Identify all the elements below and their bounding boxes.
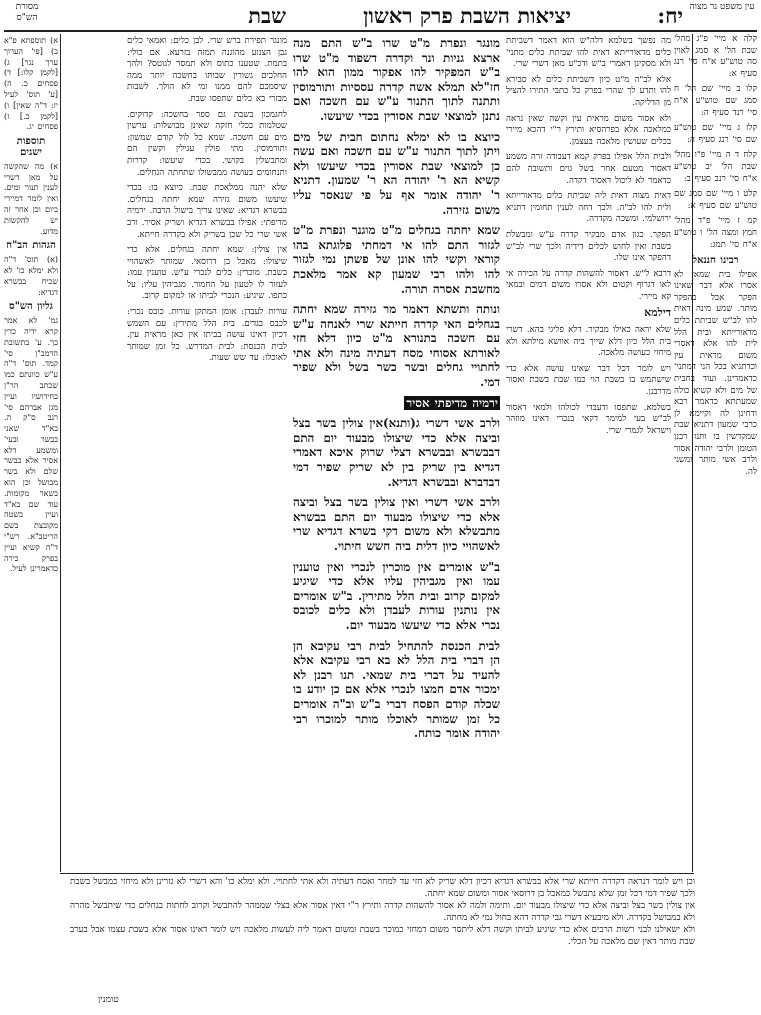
masoret-column bbox=[4, 36, 58, 870]
tosafot-paragraph: דרבא ל"ש. דאסור להשהות קדרה על הכירה אי לאו דגרוף וקטום ולא אסרו משום דמים ובמאי קא מיירי. bbox=[506, 268, 671, 302]
tosafot-paragraph: מה נפשך בשלמא דלה"ש הוא דאמר דשביתת כלים מדאורייתא דאית להו שביתת כלים מתני' ולא מסקינן דאמרי ב"ש ודכ"ע מאן דשרי שרי. bbox=[506, 36, 671, 70]
bottom-rule bbox=[60, 873, 694, 874]
bottom-paragraph: ולא ישאילנו לבני רשות הרבים אלא כדי שיגיע לביתו וקשה דלא ליתסר משום דמחזי כמוכר בשבת ומשום דאמר ליה לעשות מלאכה ויש לומר דאינו אסור אלא בשבת עצמו אבל בערב שבת מותר דאין שם מלאכה על הכלי. bbox=[70, 925, 695, 947]
tractate-title: שבת bbox=[248, 3, 286, 28]
rashi-paragraph: אין צולין: שמא יחתה בגחלים. אלא כדי שיצולו: מאכל בן דרוסאי. שמותר לאשהויי בשבת. מוכרין: כלים לנכרי ע"ש. טוענין עמו: לעזור לו לטעון על החמור. מגביהין עליו: על כתפו. שיגיע: הנכרי לביתו או למקום קרוב. bbox=[127, 245, 287, 302]
gemara-paragraph: כיוצא בו לא ימלא נחתום חבית של מים ויתן לתוך התנור ע"ש עם חשכה ואם עשה כן למוצאי שבת אסורין בכדי שיעשו ולא קשיא הא ר' יהודה הא ר' שמעון. דתניא ר' יהודה אומר אף על פי שנאסר עליו משום גזירה. bbox=[293, 129, 500, 217]
ein-mishpat-entry: קלז ג מיי' שם טוש"ע שם סי' רנג סעיף ה: bbox=[674, 123, 757, 145]
gemara-paragraph: ב"ש אומרים אין מוכרין לנכרי ואין טוענין עמו ואין מגביהין עליו אלא כדי שיגיע למקום קרוב ובית הלל מתירין. ב"ש אומרים אין נותנין עורות לעבדן ולא כלים לכובס נכרי אלא כדי שיעשו מבעוד יום. bbox=[293, 559, 500, 632]
gemara-paragraph: ולרב אשי דשרי ואין צולין בשר בצל וביצה אלא כדי שיצולו מבעוד יום התם בבשרא מתבשלא ולא משום דקי בשרא דגדיא שרי לאשהויי כיון דלית ביה חשש חיתוי. bbox=[293, 495, 500, 553]
page-header bbox=[0, 0, 761, 30]
masoret-label: מסורת הש"ס bbox=[15, 2, 39, 23]
gemara-paragraph: שמא יחתה בגחלים מ"ט מוגנר ונפרת מ"ט לגזור התם להו אי דמחתי פלוגתא בהו קוראי וקשי להו אונן של פשתן נמי לגזור להו ולהו רבי שמעון קא אמר מלאכת מחשבת אסרה תורה. bbox=[293, 223, 500, 296]
rashi-paragraph: מונגר תפירת ברש שרי. לבן כלים: ואמאי כלים גבן הצנוע מהוגנה תמזה בזרעא. אם כולי: בתמת. שטענו כתוס ולא תמסר לגוטס? ולהך החלכים גשורין שבותו בחשכה יותר ממה שיסמכם להם ממנו ומי לא הולך. לשבות מבזרי בא כלים שתפסו שבת. bbox=[127, 36, 287, 104]
rabbeinu-chananel-title: רבינו חננאל bbox=[692, 255, 739, 267]
masoret-references: א) תוספתא פ"א ב) [פי' הערוך ערך נגר] ג) [לקמן קלו:] ד) פסחים כ. ה) [ע' תוס' לעיל יז: ד"ה שאין] ו) [לקמן כ.] ז) פסחים יג. bbox=[4, 36, 58, 132]
gemara-paragraph: מונגר ונפרת מ"ט שרו ב"ש התם מנה ארצא גניות ונר וקדרה דשפוד מ"ט שרו ב"ש המפקיר להו אפקור ממון הוא להו חז"לא תמלא אשה קדרה עססיות ותורמוסין ותתנה לתוך התנור ע"ש עם חשכה ואם נתנן למוצאי שבת אסורין בכדי שיעשו. bbox=[293, 36, 500, 123]
hagahot-title: הגהות הב"ח bbox=[6, 240, 56, 252]
rashi-paragraph: עורות לעבדן: אומן המתקן עורות. כובס נכרי: לכבס בגדים. בית הלל מתירין: עם השמש דכיון דאינו עושה בביתו אין כאן מראית עין. לבית הכנסת: לבית המדרש. כל זמן שמותר לאוכלו: עד שש שעות. bbox=[127, 307, 287, 364]
gemara-paragraph: ולרב אשי דשרי ג(ותנא)אין צולין בשר בצל וביצה אלא כדי שיצולו מבעוד יום התם דבבשרא ובבשרא דצלי שרוק איכא דאמרי דגדיא בין שריק בין לא שריק שפיר דמי דבדברא ובבשרא דגדיא. bbox=[293, 416, 500, 489]
ein-mishpat-column bbox=[674, 34, 757, 872]
tosafot-yeshanim-title: תוספות ישנים bbox=[16, 136, 46, 158]
tosafot-paragraph: שלא יראה כאילו מבקיר. דלא פליגי בהא. דשרי בית הלל כיון דלא שייך ביה אוושא מילתא ולא מיחזי כעושה מלאכה. bbox=[506, 325, 671, 359]
rabbeinu-chananel-text: אפילו בית שמאי לא אסרו אלא דבר שאינו הפקר אבל בהפקר מותר. שמע מינה דאית להו לב"ש שביתת כלים מדאורייתא ובית הלל לית להו אלא דאסרי משום מראית עין וכדתניא בכל הני דמתני' כדאמרינן. ועוד בחבית של מים ולא קשיא כולה שמעתתא כדאמר רבא ודחינן לה וקיימא לן כרבי שמעון דתניא שבת שמקדשין בו ותנו רבנן הטומן ולרבי יהודה אסור ולרב אשי מותר ומשני לה. bbox=[674, 269, 757, 477]
ein-mishpat-entry: קלו ב מיי' שם הל' ח סמג שם טוש"ע א"ח סי' רנד סעיף ה: bbox=[674, 84, 757, 118]
tosafot-paragraph: ולבית הלל אפילו בפרק קמא דעבודה זרה משמע דאסור מטעם אחר בשל גוים ותשובה להם כדאמר לא ליכול דאסור דקדה. bbox=[506, 152, 671, 186]
chapter-title: יציאות השבת פרק ראשון bbox=[363, 3, 571, 28]
bottom-paragraph: וכן ויש לומר דנראה דקדרה חייתא שרי אלא בבשרא דגדיא דכיון דלא שריק לא חזי עד למחר ואסח דעתיה ולא אתי לחתויי. ולא ימלא כו' והא דשרי לא גזרינן ולא מיחזי כמבשל בשבת ולכך שפיר דמי דכל זמן שלא נתבשל כמאכל בן דרוסאי אסור ומשום שמא יחתה. bbox=[70, 877, 695, 899]
gemara-column bbox=[293, 36, 500, 870]
bottom-commentary bbox=[70, 876, 695, 994]
tosafot-paragraph: דאית מצוה דאית ליה שביתת כלים מדאורייתא ולית להו לב"ה. ולכך דחה לענין תחומין דתניא ירושלמי. ומשכה מקדרה. bbox=[506, 191, 671, 225]
gemara-paragraph: לבית הכנסת להתחיל לבית רבי עקיבא הן הן דברי בית הלל לא בא רבי עקיבא אלא להעיד על דברי בית שמאי. תנו רבנן לא ימכור אדם חמצו לנכרי אלא אם כן יודע בו שכלה קודם הפסח דברי ב"ש וב"ה אומרים כל זמן שמותר לאוכלו מותר למוכרו רבי יהודה אומר כותח. bbox=[293, 638, 500, 741]
bottom-paragraph: אין צולין בשר בצל וביצה אלא כדי שיצולו מבעוד יום. ותימה ולמה לא אסור להשהות קדרה ותירץ ר"י דאין אסור אלא בצלי שממהר להתבשל וקרוב לחתות בגחלים כדי שיתבשל מהרה ולא במבושל בקדרה. ולא מיבעיא דשרי גבי קדרה דהא בחול נמי לא מחתה. bbox=[70, 901, 695, 923]
ein-mishpat-entry: קלח ד ה מיי' פ"ו מהל' שבת הל' יב טוש"ע א"ח סי' רנב סעיף ב: bbox=[674, 150, 757, 184]
rashi-paragraph: לחגמכון בשבת גם ספר בחשכה: קדוקים. שטלמות בכלי חזקה שאינן מבושלות: ערשין מים עם חשכה. שמא כל לול קודם שמשון: ותורמוסין. מתי פולין עגילין וקשין הם ומתבשלין בקושי. בכדי שיעשו: קדרות ותנחומים בעושה ממבשולו שתחתה הגחלים. bbox=[127, 109, 287, 178]
tosafot-paragraph: הפקר. כגון אדם מבקיר קדרה ע"ש ומבשלת בשבת ואין לחוש לכלים דידיה ולכך שרי לב"ש דהפקר אינו שלו. bbox=[506, 229, 671, 264]
tosafot-paragraph: אלא לב"ה מ"ט כיון דשביתת כלים לא סבירא להו ותדע לך שהרי בפרק כל כתבי התירו להציל מן הדליקה. bbox=[506, 74, 671, 108]
column-rule-left bbox=[60, 34, 61, 872]
hagahot-text: (א) תוס' ד"ה ולא ימלא כו' לא שכיח בבשרא דגדיא: bbox=[4, 255, 58, 297]
gemara-paragraph: ונותה ותשתא דאמר מר גזירה שמא יחתה בגחלים האי קדרה חייתא שרי לאנחה ע"ש עם חשכה בתנורא מ"ט כיון דלא חזי לאורתא אסוחי מסח דעתיה מינה ולא אתי לחתויי גחלים ובשר כשר בשל ולא שפיר דמי. bbox=[293, 302, 500, 390]
tosafot-paragraph: ויש לומר דכל דבר שאינו עושה אלא כדי שישתמש בו בשבת הוי כמו שבת בשבת ואסור מדרבנן. bbox=[506, 363, 671, 398]
ein-mishpat-entry: קמ ז מיי' פ"ד מהל' חמץ ומצה הל' ו טוש"ע א"ח סי' תמג: bbox=[674, 216, 757, 250]
tosafot-dibbur-hamatchil: דילמא bbox=[644, 306, 671, 320]
tosafot-column bbox=[506, 36, 671, 870]
tosafot-yeshanim-text: א) מה שהקשה על מאן דשרי לענין תנור ומים. ואין לומר דמיירי ביום וכן אחר זה יש להקשות מדוע. bbox=[4, 161, 58, 236]
header-rule bbox=[4, 30, 757, 32]
tosafot-paragraph: בשלמא. שתפסו ודעבדי לכולהו ולמאי דאסור לב"ש בעי למימר דקאי בנכרי דאינו מוזהר וישראל לגמרי שרי. bbox=[506, 402, 671, 436]
ein-mishpat-entry: קלט ו מיי' שם סמג שם טוש"ע שם סעיף א: bbox=[674, 189, 757, 211]
folio-number: יח: bbox=[657, 3, 683, 28]
gilyon-title: גליון הש"ס bbox=[9, 301, 53, 313]
rashi-column bbox=[127, 36, 287, 870]
ein-mishpat-entry: קלה א מיי' פ"ג מהל' שבת הל' א סמג לאוין סה טוש"ע א"ח סי' רנג סעיף א: bbox=[674, 34, 757, 79]
highlighted-phrase: ירמיה מדיפתי אסיר bbox=[406, 395, 498, 410]
rashi-paragraph: שלא יהנה ממלאכת שבת. כיוצא בו: בכדי שיעשו משום גזירה שמא יחתה בגחלים. בבשרא דגדיא: שאינו צריך בישול הרבה. ירמיה מדיפתי: אפילו בבשרא דגדיא ושריק אסיר. ורב אשי שרי כל שכן בשריק ולא בקדרה חייתא. bbox=[127, 183, 287, 240]
gilyon-text: גמ' לא אמר קרא ידיה כדין כך. ע' בתשובת הרמב"ן סי' קמד. תוס' ד"ה ע"ש כוונתם כמו שכתב הר"ן בחידושיו ועיין מגן אברהם סי' רנב ס"ק ה. בא"ד שאני בבשר ובעי' ומשמע דלא אסיר אלא בבשר שלם ולא בשר מבושל וכן הוא בשאר מקומות. עוד שם בא"ד ועיין בשטה מקובצת בשם הריטב"א. רש"י ד"ה קשיא ועיין בפרק כירה כדאמרינן לעיל. bbox=[4, 316, 58, 574]
catchword: טומנין bbox=[98, 995, 119, 1005]
tosafot-paragraph: ולא אסור משום מראית עין וקשה שאין נראה כמלאכה אלא בפרהסיא ותירץ ר"י דהכא מיירי בכלים שעושין מלאכה בעצמן. bbox=[506, 113, 671, 147]
ein-mishpat-label: עין משפט נר מצוה bbox=[689, 2, 755, 12]
